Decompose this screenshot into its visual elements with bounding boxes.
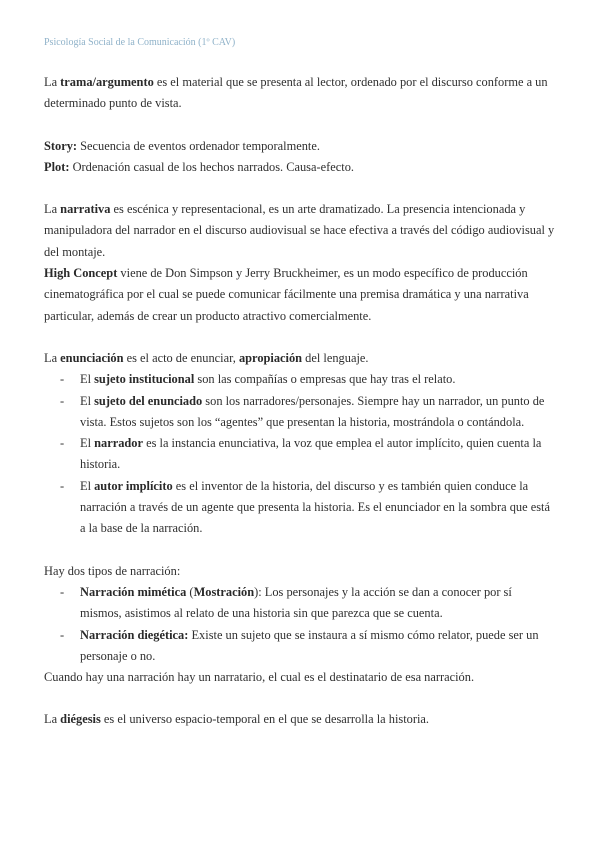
text: viene de Don Simpson y Jerry Bruckheimer, es un modo específico de producción cinematográfica por el cual se puede comunicar fácilmente una premisa dramática y una narrativa particular, además de crear un producto atractivo comercialmente. [44,266,529,323]
bold-term: sujeto del enunciado [94,393,203,408]
bold-term: narrador [94,436,143,451]
list-item [44,433,556,476]
text: es el universo espacio-temporal en el que se desarrolla la historia. [100,712,430,727]
text: El [80,393,95,408]
text: El [80,372,95,387]
paragraph-high-concept [44,263,556,327]
paragraph-story [44,136,556,157]
list-item [44,391,556,434]
list-item [44,625,556,668]
list-item [44,476,556,540]
spacer [44,688,556,709]
text: son las compañías o empresas que hay tras el relato. [194,372,456,387]
bold-term: enunciación [60,350,124,365]
narracion-list [44,582,556,667]
bold-term: sujeto institucional [94,372,195,387]
text: El [80,478,95,493]
bold-term: autor implícito [94,478,173,493]
bullet-dash: - [60,436,65,451]
text: ): Los personajes y la acción se dan a conocer por sí mismos, asistimos al relato de una historia sin que parezca que se cuenta. [80,584,512,621]
text: Existe un sujeto que se instaura a sí mismo cómo relator, puede ser un personaje o no. [80,627,539,663]
bold-term: trama/argumento [60,75,154,89]
bullet-dash: - [60,372,65,387]
paragraph-plot [44,157,556,178]
text: es el material que se presenta al lector, ordenado por el discurso conforme a un determinado punto de vista. [44,75,548,111]
bullet-dash: - [60,627,65,642]
bold-term: Narración diegética: [80,627,189,642]
paragraph-narrativa [44,199,556,263]
bold-term: Plot: [44,159,70,174]
bold-term: Mostración [193,584,255,599]
bold-term: apropiación [238,350,303,365]
text: es el acto de enunciar, [123,350,239,365]
enunciacion-list [44,369,556,539]
bullet-dash: - [60,584,65,599]
text: Ordenación casual de los hechos narrados. Causa-efecto. [69,159,354,174]
text: La [44,350,61,365]
text: son los narradores/personajes. Siempre hay un narrador, un punto de vista. Estos sujetos son los “agentes” que presentan la historia, mostrándola o contándola. [80,393,545,429]
paragraph-enunciacion [44,348,556,369]
bold-term: Story: [44,138,78,153]
text: del lenguaje. [302,350,369,365]
bold-term: Narración mimética [80,584,187,599]
spacer [44,115,556,136]
text: La [44,75,61,89]
text: ( [186,584,194,599]
bullet-dash: - [60,393,65,408]
text: La [44,202,61,217]
paragraph-trama [44,72,556,115]
text: es la instancia enunciativa, la voz que emplea el autor implícito, quien cuenta la historia. [80,436,542,472]
paragraph-tipos: Hay dos tipos de narración: [44,563,181,578]
text: es el inventor de la historia, del discurso y es también quien conduce la narración a través de un agente que presenta la historia. Es el enunciador en la sombra que está a la base de la narración. [80,478,550,536]
page-header: Psicología Social de la Comunicación (1º CAV) [44,37,236,48]
text: La [44,712,61,727]
text: Secuencia de eventos ordenador temporalmente. [77,138,320,153]
spacer [44,178,556,199]
bullet-dash: - [60,478,65,493]
bold-term: High Concept [44,266,118,281]
bold-term: narrativa [60,202,111,217]
bold-term: diégesis [60,712,101,727]
text: es escénica y representacional, es un arte dramatizado. La presencia intencionada y manipuladora del narrador en el discurso audiovisual se hace efectiva a través del código audiovisual y del montaje. [44,202,555,259]
text: El [80,436,95,451]
spacer [44,327,556,348]
paragraph-diegesis [44,709,556,730]
list-item [44,582,556,625]
spacer [44,540,556,561]
paragraph-narratario: Cuando hay una narración hay un narratario, el cual es el destinatario de esa narración. [44,670,475,685]
list-item [44,369,556,390]
